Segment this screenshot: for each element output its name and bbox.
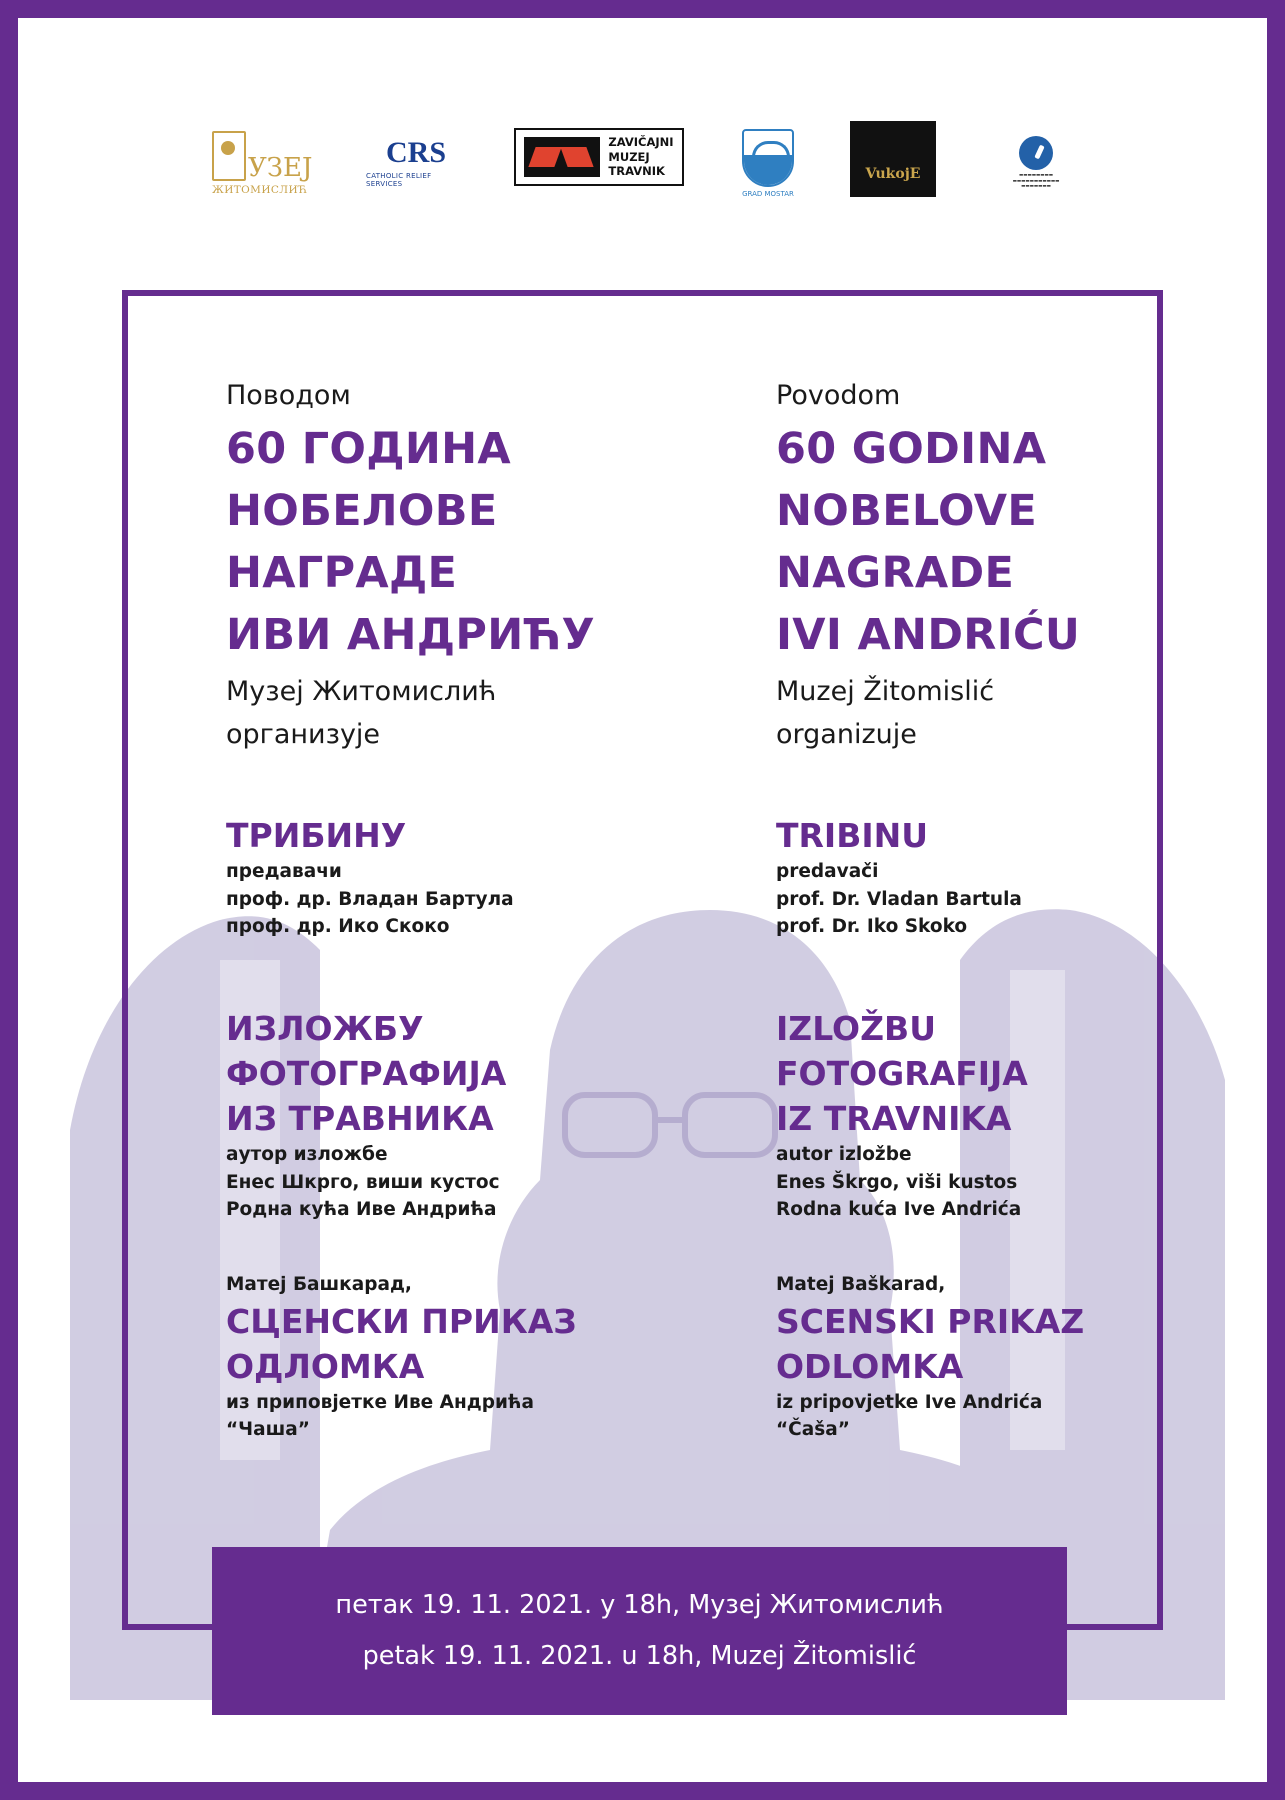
right-title-line1: 60 GODINA (776, 424, 1047, 474)
vukoje-logo (850, 121, 936, 197)
vukoje-logo-word: VukojE (865, 166, 921, 182)
travnik-logo-line2: MUZEJ (608, 149, 650, 164)
crs-logo-word: CRS (385, 136, 446, 169)
elektroprivreda-logo (982, 118, 1090, 208)
right-exhibition-heading-line2: FOTOGRAFIJA (776, 1054, 1028, 1093)
left-exhibition-heading-line2: ФОТОГРАФИЈА (226, 1054, 507, 1093)
right-pretext: Povodom (776, 380, 901, 411)
right-tribune-line2: prof. Dr. Vladan Bartula (776, 888, 1022, 910)
right-scene-line2: “Čaša” (776, 1419, 850, 1440)
right-tribune-line3: prof. Dr. Iko Skoko (776, 916, 968, 937)
left-tribune-line3: проф. др. Ико Скоко (226, 916, 450, 937)
right-exhibition-line1: autor izložbe (776, 1144, 912, 1165)
zavicajni-muzej-travnik-logo (514, 128, 684, 186)
event-date-banner (212, 1547, 1067, 1715)
travnik-logo-line3: TRAVNIK (608, 164, 665, 179)
right-exhibition-line2: Enes Škrgo, viši kustos (776, 1171, 1018, 1193)
elektroprivreda-mark-icon (1019, 136, 1053, 170)
left-tribune-line1: предавачи (226, 861, 342, 882)
left-title-line2: НОБЕЛОВЕ (226, 486, 498, 536)
muzej-logo-sub: ЖИТОМИСЛИЋ (212, 183, 308, 196)
mostar-shield-icon (742, 129, 794, 187)
right-exhibition-heading-line3: IZ TRAVNIKA (776, 1099, 1012, 1138)
right-organizer-line1: Muzej Žitomislić (776, 676, 995, 707)
left-scene (226, 1271, 577, 1444)
left-title-line4: ИВИ АНДРИЋУ (226, 610, 596, 660)
right-scene-heading-line1: SCENSKI PRIKAZ (776, 1301, 1085, 1341)
event-date-cyrillic: петак 19. 11. 2021. у 18h, Музеј Житомислић (335, 1590, 944, 1620)
left-title-block (226, 416, 595, 666)
left-title-line3: НАГРАДЕ (226, 548, 458, 598)
right-exhibition-line3: Rodna kuća Ive Andrića (776, 1199, 1022, 1220)
right-scene (776, 1271, 1084, 1444)
muzej-mark-icon (212, 131, 246, 181)
left-tribune-heading: ТРИБИНУ (226, 816, 407, 855)
left-scene-heading-line1: СЦЕНСКИ ПРИКАЗ (226, 1301, 577, 1341)
right-exhibition (776, 1006, 1028, 1224)
travnik-mark-icon (524, 137, 600, 177)
right-tribune-line1: predavači (776, 861, 879, 882)
muzej-zitomislic-logo (212, 118, 324, 208)
travnik-logo-line1: ZAVIČAJNI (608, 135, 674, 150)
left-scene-heading-line2: ОДЛОМКА (226, 1346, 425, 1386)
right-scene-author: Matej Baškarad, (776, 1274, 946, 1295)
sponsor-logos (210, 118, 1090, 208)
event-date-latin: petak 19. 11. 2021. u 18h, Muzej Žitomislić (362, 1641, 917, 1671)
right-title-line3: NAGRADE (776, 548, 1015, 598)
right-organizer-line2: organizuje (776, 719, 917, 750)
left-tribune (226, 813, 514, 941)
right-title-line4: IVI ANDRIĆU (776, 610, 1081, 660)
crs-logo (366, 118, 466, 208)
left-exhibition-line2: Енес Шкрго, виши кустос (226, 1171, 500, 1193)
mostar-logo-sub: GRAD MOSTAR (742, 189, 794, 198)
right-scene-line1: iz pripovjetke Ive Andrića (776, 1391, 1043, 1413)
right-title-line2: NOBELOVE (776, 486, 1038, 536)
grad-mostar-logo (738, 118, 798, 208)
left-exhibition-heading-line3: ИЗ ТРАВНИКА (226, 1099, 494, 1138)
muzej-logo-word: УЗЕЈ (248, 152, 313, 183)
right-tribune (776, 813, 1022, 941)
right-intro (776, 378, 900, 413)
left-organizer-line1: Музеј Житомислић (226, 676, 497, 707)
right-title-block (776, 416, 1080, 666)
left-scene-line1: из приповјетке Иве Андрића (226, 1391, 534, 1413)
left-organizer-line2: организује (226, 719, 381, 750)
left-title-line1: 60 ГОДИНА (226, 424, 512, 474)
left-exhibition (226, 1006, 506, 1224)
right-tribune-heading: TRIBINU (776, 816, 929, 855)
left-scene-author: Матеј Башкарад, (226, 1274, 412, 1295)
left-tribune-line2: проф. др. Владан Бартула (226, 888, 514, 910)
right-exhibition-heading-line1: IZLOŽBU (776, 1009, 936, 1048)
left-organizer (226, 670, 496, 756)
left-exhibition-heading-line1: ИЗЛОЖБУ (226, 1009, 424, 1048)
right-scene-heading-line2: ODLOMKA (776, 1346, 964, 1386)
left-pretext: Поводом (226, 380, 351, 411)
left-exhibition-line1: аутор изложбе (226, 1144, 388, 1165)
crs-logo-sub: CATHOLIC RELIEF SERVICES (366, 172, 432, 188)
right-organizer (776, 670, 994, 756)
left-scene-line2: “Чаша” (226, 1419, 310, 1440)
left-intro (226, 378, 351, 413)
elektroprivreda-small-print: ▬▬▬▬▬▬▬▬ ▬▬▬▬▬▬▬▬▬▬▬ ▬▬▬▬▬▬▬ (1012, 172, 1060, 190)
left-exhibition-line3: Родна кућа Иве Андрића (226, 1199, 497, 1220)
